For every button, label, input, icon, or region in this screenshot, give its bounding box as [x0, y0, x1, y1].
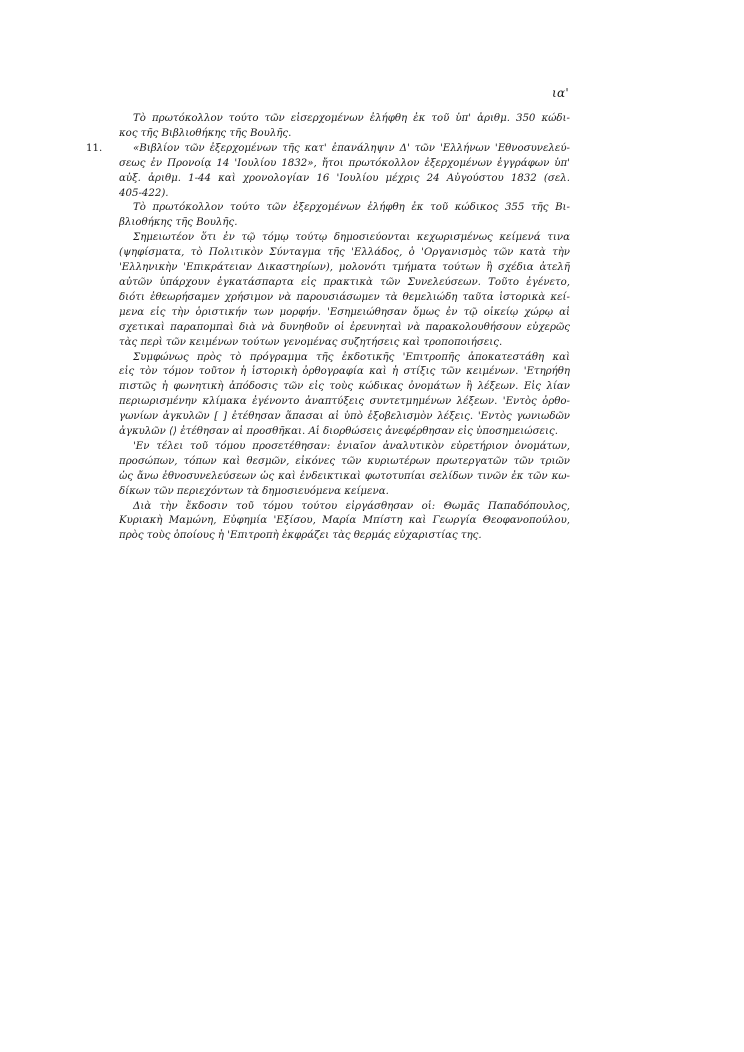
text-line: Κυριακὴ Μαμώνη, Εὐφημία 'Εξίσου, Μαρία Μπίστη καὶ Γεωργία Θεοφανοπούλου, — [119, 515, 570, 527]
text-line: Τὸ πρωτόκολλον τούτο τῶν ἐξερχομένων ἐλήφθη ἐκ τοῦ κώδικος 355 τῆς Βι- — [133, 202, 570, 214]
text-line: ἀγκυλῶν ⟨⟩ ἐτέθησαν αἱ προσθῆκαι. Αἱ διορθώσεις ἀνεφέρθησαν εἰς ὑποσημειώσεις. — [119, 426, 558, 438]
paragraph-p6 — [119, 440, 570, 500]
text-line: περιωρισμένην κλίμακα ἐγένοντο ἀναπτύξεις συντετμημένων λέξεων. 'Εντὸς ὀρθο- — [119, 396, 570, 408]
text-line: Συμφώνως πρὸς τὸ πρόγραμμα τῆς ἐκδοτικῆς 'Επιτροπῆς ἀποκατεστάθη καὶ — [133, 351, 570, 363]
text-line: δίκων τῶν περιεχόντων τὰ δημοσιευόμενα κείμενα. — [119, 485, 389, 497]
text-line: πρὸς τοὺς ὁποίους ἡ 'Επιτροπὴ ἐκφράζει τὰς θερμάς εὐχαριστίας της. — [119, 530, 482, 542]
text-line: κος τῆς Βιβλιοθήκης τῆς Βουλῆς. — [119, 127, 292, 139]
item-number: 11. — [86, 142, 103, 154]
paragraph-p1 — [119, 112, 570, 142]
text-line: σχετικαὶ παραπομπαὶ διὰ νὰ δυνηθοῦν οἱ ἐρευνηταὶ νὰ παρακολουθήσουν εὐχερῶς — [119, 321, 570, 333]
text-line: προσώπων, τόπων καὶ θεσμῶν, εἰκόνες τῶν κυριωτέρων πρωτεργατῶν τῶν τριῶν — [119, 455, 570, 467]
text-line: ὡς ἄνω ἐθνοσυνελεύσεων ὡς καὶ ἐνδεικτικαὶ φωτοτυπίαι σελίδων τινῶν ἐκ τῶν κω- — [119, 470, 570, 482]
page-number: ια' — [552, 86, 570, 100]
text-line: εἰς τὸν τόμον τοῦτον ἡ ἱστορικὴ ὀρθογραφία καὶ ἡ στίξις τῶν κειμένων. 'Ετηρήθη — [119, 366, 570, 378]
text-line: Σημειωτέον ὅτι ἐν τῷ τόμῳ τούτῳ δημοσιεύονται κεχωρισμένως κείμενά τινα — [133, 232, 570, 244]
text-line: 'Εν τέλει τοῦ τόμου προσετέθησαν: ἑνιαῖον ἀναλυτικὸν εὑρετήριον ὀνομάτων, — [133, 440, 570, 452]
paragraph-p3 — [119, 201, 570, 231]
text-line: (ψηφίσματα, τὸ Πολιτικὸν Σύνταγμα τῆς 'Ελλάδος, ὁ 'Οργανισμὸς τῶν κατὰ τὴν — [119, 247, 570, 259]
text-line: αὐτῶν ὑπάρχουν ἐγκατάσπαρτα εἰς πρακτικὰ τῶν Συνελεύσεων. Τοῦτο ἐγένετο, — [119, 276, 570, 288]
text-line: Διὰ τὴν ἔκδοσιν τοῦ τόμου τούτου εἰργάσθησαν οἱ: Θωμᾶς Παπαδόπουλος, — [133, 500, 570, 512]
text-line: 405-422). — [119, 187, 169, 199]
text-line: σεως ἐν Προνοίᾳ 14 'Ιουλίου 1832», ἤτοι πρωτόκολλον ἐξερχομένων ἐγγράφων ὑπ' — [119, 157, 570, 169]
document-body — [86, 112, 570, 544]
paragraph-p7 — [119, 500, 570, 545]
text-line: 'Ελληνικὴν 'Επικράτειαν Δικαστηρίων), μολονότι τμήματα τούτων ἢ σχέδια ἀτελῆ — [119, 262, 570, 274]
text-line: μενα εἰς τὴν ὁριστικήν των μορφήν. 'Εσημειώθησαν ὅμως ἐν τῷ οἰκείῳ χώρῳ αἱ — [119, 306, 570, 318]
paragraph-p4 — [119, 231, 570, 350]
text-line: πιστῶς ἡ φωνητικὴ ἀπόδοσις τῶν εἰς τοὺς κώδικας ὀνομάτων ἢ λέξεων. Εἰς λίαν — [119, 381, 570, 393]
text-line: διότι ἐθεωρήσαμεν χρήσιμον νὰ παρουσιάσωμεν τὰ θεμελιώδη ταῦτα ἱστορικὰ κεί- — [119, 291, 570, 303]
text-line: αὐξ. ἀριθμ. 1-44 καὶ χρονολογίαν 16 'Ιουλίου μέχρις 24 Αὐγούστου 1832 (σελ. — [119, 172, 570, 184]
paragraph-item-11 — [86, 142, 570, 202]
text-line: «Βιβλίον τῶν ἐξερχομένων τῆς κατ' ἐπανάληψιν Δ' τῶν 'Ελλήνων 'Εθνοσυνελεύ- — [133, 142, 570, 154]
text-line: Τὸ πρωτόκολλον τούτο τῶν εἰσερχομένων ἐλήφθη ἐκ τοῦ ὑπ' ἀριθμ. 350 κώδι- — [133, 113, 570, 124]
text-line: βλιοθήκης τῆς Βουλῆς. — [119, 217, 238, 229]
text-line: γωνίων ἀγκυλῶν [ ] ἐτέθησαν ἅπασαι αἱ ὑπὸ ἐξοβελισμὸν λέξεις. 'Εντὸς γωνιωδῶν — [119, 411, 570, 423]
paragraph-p5 — [119, 351, 570, 440]
text-line: τὰς περὶ τῶν κειμένων τούτων γενομένας συζητήσεις καὶ τροποποιήσεις. — [119, 336, 503, 348]
